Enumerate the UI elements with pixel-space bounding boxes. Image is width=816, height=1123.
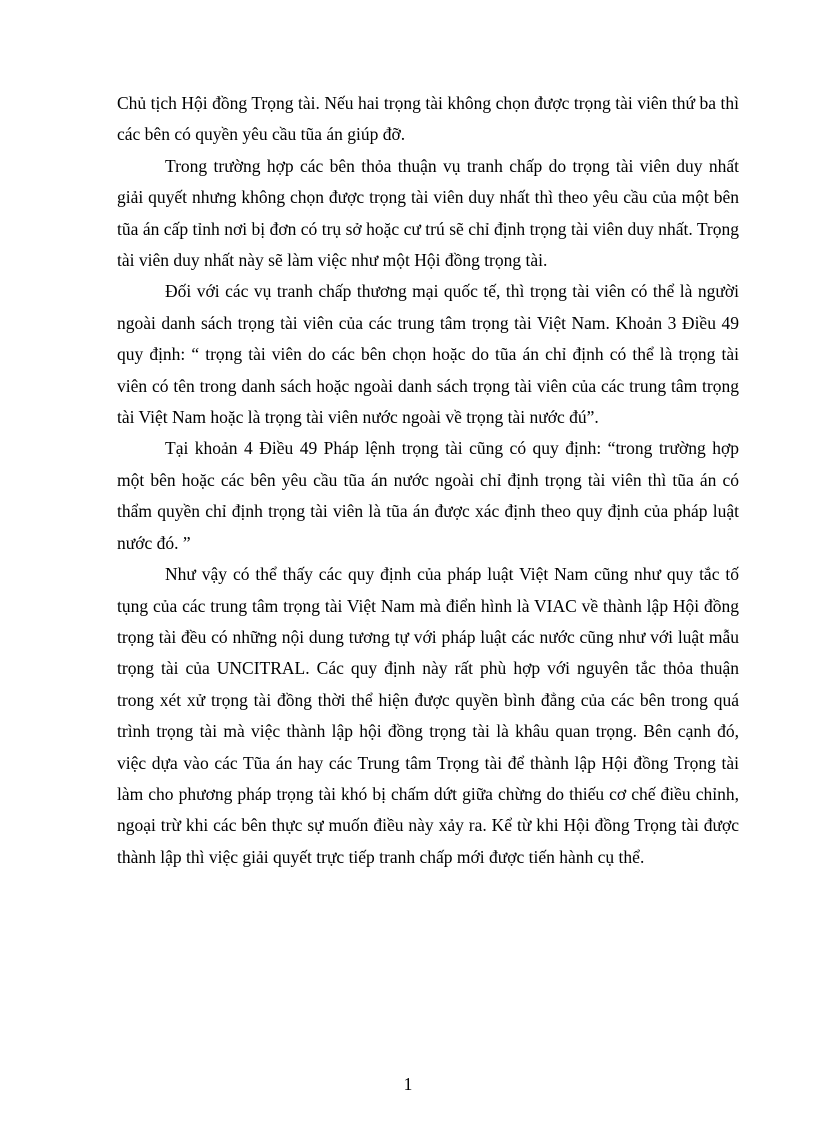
document-body — [117, 88, 739, 873]
paragraph-international-disputes: Đối với các vụ tranh chấp thương mại quốc tế, thì trọng tài viên có thể là người ngoài danh sách trọng tài viên của các trung tâm trọng tài Việt Nam. Khoản 3 Điều 49 quy định: “ trọng tài viên do các bên chọn hoặc do tũa án chỉ định có thể là trọng tài viên có tên trong danh sách hoặc ngoài danh sách trọng tài viên của các trung tâm trọng tài Việt Nam hoặc là trọng tài viên nước ngoài về trọng tài nước đú”. — [117, 281, 739, 428]
paragraph-continuation: Chủ tịch Hội đồng Trọng tài. Nếu hai trọng tài không chọn được trọng tài viên thứ ba thì các bên có quyền yêu cầu tũa án giúp đỡ. — [117, 93, 739, 145]
paragraph-conclusion: Như vậy có thể thấy các quy định của pháp luật Việt Nam cũng như quy tắc tố tụng của các trung tâm trọng tài Việt Nam mà điển hình là VIAC về thành lập Hội đồng trọng tài đều có những nội dung tương tự với pháp luật các nước cũng như với luật mẫu trọng tài của UNCITRAL. Các quy định này rất phù hợp với nguyên tắc thỏa thuận trong xét xử trọng tài đồng thời thể hiện được quyền bình đẳng của các bên trong quá trình trọng tài mà việc thành lập hội đồng trọng tài là khâu quan trọng. Bên cạnh đó, việc dựa vào các Tũa án hay các Trung tâm Trọng tài để thành lập Hội đồng Trọng tài làm cho phương pháp trọng tài khó bị chấm dứt giữa chừng do thiếu cơ chế điều chỉnh, ngoại trừ khi các bên thực sự muốn điều này xảy ra. Kể từ khi Hội đồng Trọng tài được thành lập thì việc giải quyết trực tiếp tranh chấp mới được tiến hành cụ thể. — [117, 564, 739, 867]
paragraph-clause-4-article-49: Tại khoản 4 Điều 49 Pháp lệnh trọng tài cũng có quy định: “trong trường hợp một bên hoặc các bên yêu cầu tũa án nước ngoài chỉ định trọng tài viên thì tũa án có thẩm quyền chỉ định trọng tài viên là tũa án được xác định theo quy định của pháp luật nước đó. ” — [117, 438, 739, 553]
paragraph-sole-arbitrator: Trong trường hợp các bên thỏa thuận vụ tranh chấp do trọng tài viên duy nhất giải quyết nhưng không chọn được trọng tài viên duy nhất thì theo yêu cầu của một bên tũa án cấp tỉnh nơi bị đơn có trụ sở hoặc cư trú sẽ chỉ định trọng tài viên duy nhất. Trọng tài viên duy nhất này sẽ làm việc như một Hội đồng trọng tài. — [117, 155, 739, 271]
page-number: 1 — [403, 1074, 413, 1094]
